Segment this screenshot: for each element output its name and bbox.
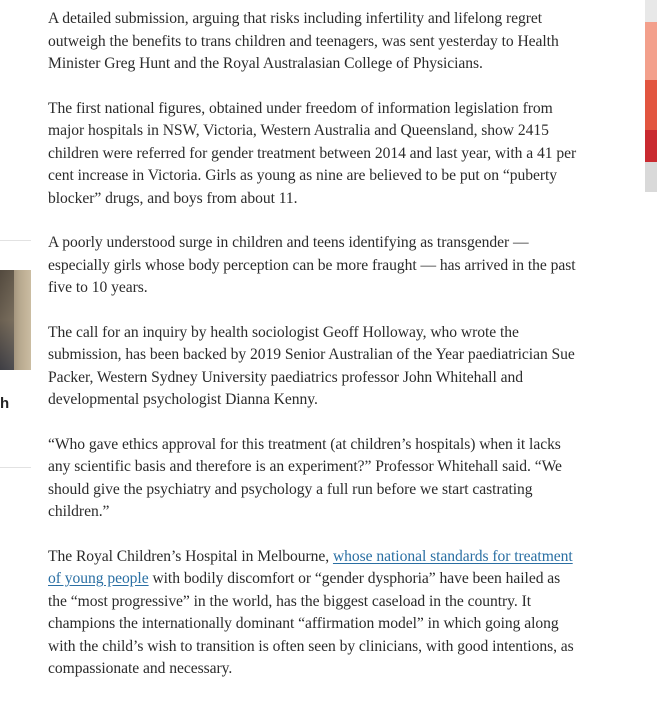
article-paragraph-6 (48, 546, 578, 681)
article-paragraph-1: A detailed submission, arguing that risks including infertility and lifelong regret outweigh the benefits to trans children and teenagers, was sent yesterday to Health Minister Greg Hunt and the Royal Australasian College of Physicians. (48, 10, 559, 72)
ad-strip-segment (645, 162, 657, 192)
article-paragraph-2: The first national figures, obtained under freedom of information legislation from major hospitals in NSW, Victoria, Western Australia and Queensland, show 2415 children were referred for gender treatment between 2014 and last year, with a 41 per cent increase in Victoria. Girls as young as nine are believed to be put on “puberty blocker” drugs, and boys from about 11. (48, 99, 577, 207)
paragraph-text-before-link: The Royal Children’s Hospital in Melbourne, (48, 547, 333, 565)
sidebar-headline-fragment[interactable]: h (0, 395, 10, 412)
ad-strip-segment (645, 80, 657, 130)
thumbnail-shading (0, 270, 14, 370)
right-edge-advertisement[interactable] (645, 0, 657, 192)
sidebar-thumbnail-image[interactable] (0, 270, 31, 370)
national-standards-link[interactable]: whose national standards for treatment of young people (48, 547, 573, 587)
article-paragraph-4: The call for an inquiry by health sociologist Geoff Holloway, who wrote the submission, has been backed by 2019 Senior Australian of the Year paediatrician Sue Packer, Western Sydney University paediatrics professor John Whitehall and developmental psychologist Dianna Kenny. (48, 323, 575, 408)
paragraph-text-after-link: with bodily discomfort or “gender dysphoria” have been hailed as the “most progressive” in the world, has the biggest caseload in the country. It champions the internationally dominant “affirmation model” in which going along with the child’s wish to transition is often seen by clinicians, with good intentions, as compassionate and necessary. (48, 570, 574, 677)
sidebar-divider-top (0, 240, 31, 241)
article-paragraph-3: A poorly understood surge in children and teens identifying as transgender — especially girls whose body perception can be more fraught — has arrived in the past five to 10 years. (48, 234, 576, 296)
article-paragraph-5: “Who gave ethics approval for this treatment (at children’s hospitals) when it lacks any scientific basis and therefore is an experiment?” Professor Whitehall said. “We should give the psychiatry and psychology a full run before we start castrating children.” (48, 435, 562, 520)
ad-strip-segment (645, 130, 657, 162)
ad-strip-segment (645, 0, 657, 22)
article-body (48, 8, 578, 703)
ad-strip-segment (645, 22, 657, 80)
sidebar-divider-bottom (0, 467, 31, 468)
